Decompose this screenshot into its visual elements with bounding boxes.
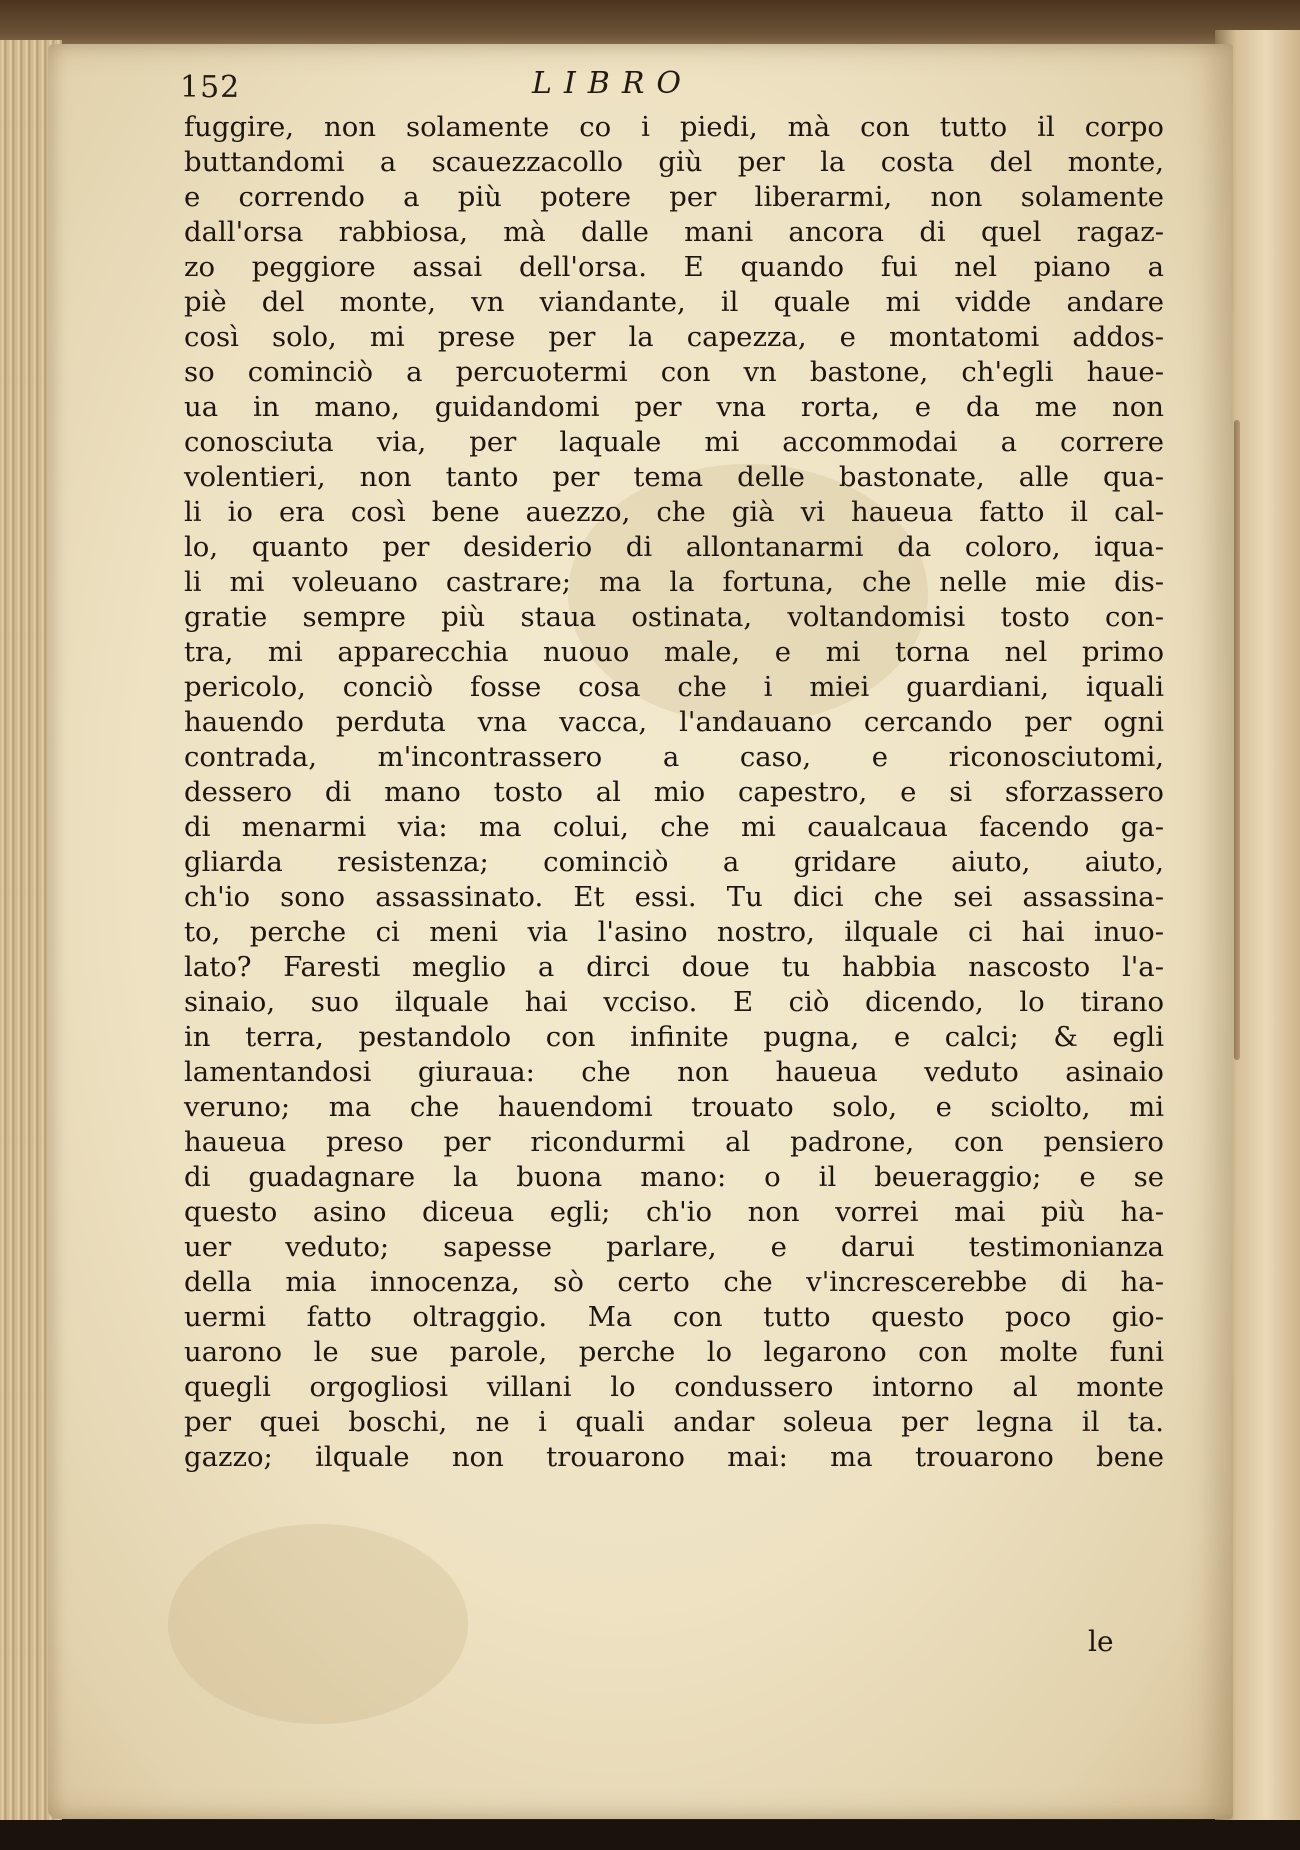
text-line: li mi voleuano castrare; ma la fortuna, che nelle mie dis- (184, 566, 1164, 598)
text-line: sinaio, suo ilquale hai vcciso. E ciò dicendo, lo tirano (184, 986, 1164, 1018)
text-line: tra, mi apparecchia nuouo male, e mi torna nel primo (184, 636, 1164, 668)
scan-bottom-border (0, 1820, 1300, 1850)
text-line: li io era così bene auezzo, che già vi haueua fatto il cal- (184, 496, 1164, 528)
text-line: veruno; ma che hauendomi trouato solo, e sciolto, mi (184, 1091, 1164, 1123)
text-line: ch'io sono assassinato. Et essi. Tu dici che sei assassina- (184, 881, 1164, 913)
text-line: dessero di mano tosto al mio capestro, e si sforzassero (184, 776, 1164, 808)
page-number: 152 (180, 70, 241, 105)
text-line: gazzo; ilquale non trouarono mai: ma trouarono bene (184, 1441, 1164, 1473)
text-line: di guadagnare la buona mano: o il beueraggio; e se (184, 1161, 1164, 1193)
text-line: gratie sempre più staua ostinata, voltandomisi tosto con- (184, 601, 1164, 633)
paper-stain (168, 1524, 468, 1724)
text-line: to, perche ci meni via l'asino nostro, ilquale ci hai inuo- (184, 916, 1164, 948)
text-line: contrada, m'incontrassero a caso, e riconosciutomi, (184, 741, 1164, 773)
text-line: dall'orsa rabbiosa, mà dalle mani ancora di quel ragaz- (184, 216, 1164, 248)
text-line: hauendo perduta vna vacca, l'andauano cercando per ogni (184, 706, 1164, 738)
body-text (184, 110, 1164, 1475)
text-line: quegli orgogliosi villani lo condussero intorno al monte (184, 1371, 1164, 1403)
text-line: lamentandosi giuraua: che non haueua veduto asinaio (184, 1056, 1164, 1088)
text-line: questo asino diceua egli; ch'io non vorrei mai più ha- (184, 1196, 1164, 1228)
book-top-edge (0, 0, 1300, 48)
text-line: uer veduto; sapesse parlare, e darui testimonianza (184, 1231, 1164, 1263)
text-line: in terra, pestandolo con infinite pugna, e calci; & egli (184, 1021, 1164, 1053)
text-line: fuggire, non solamente co i piedi, mà con tutto il corpo (184, 111, 1164, 143)
text-line: zo peggiore assai dell'orsa. E quando fui nel piano a (184, 251, 1164, 283)
text-line: di menarmi via: ma colui, che mi caualcaua facendo ga- (184, 811, 1164, 843)
text-line: e correndo a più potere per liberarmi, non solamente (184, 181, 1164, 213)
text-line: piè del monte, vn viandante, il quale mi vidde andare (184, 286, 1164, 318)
text-line: uarono le sue parole, perche lo legarono con molte funi (184, 1336, 1164, 1368)
text-line: so cominciò a percuotermi con vn bastone, ch'egli haue- (184, 356, 1164, 388)
binding-thread (1234, 420, 1240, 1060)
text-line: ua in mano, guidandomi per vna rorta, e da me non (184, 391, 1164, 423)
text-line: per quei boschi, ne i quali andar soleua per legna il ta. (184, 1406, 1164, 1438)
text-line: pericolo, conciò fosse cosa che i miei guardiani, iquali (184, 671, 1164, 703)
text-line: lato? Faresti meglio a dirci doue tu habbia nascosto l'a- (184, 951, 1164, 983)
running-head: LIBRO (532, 66, 694, 101)
text-line: haueua preso per ricondurmi al padrone, con pensiero (184, 1126, 1164, 1158)
page-header (180, 66, 880, 110)
text-line: gliarda resistenza; cominciò a gridare aiuto, aiuto, (184, 846, 1164, 878)
text-line: buttandomi a scauezzacollo giù per la costa del monte, (184, 146, 1164, 178)
text-line: della mia innocenza, sò certo che v'increscerebbe di ha- (184, 1266, 1164, 1298)
text-line: conosciuta via, per laquale mi accommodai a correre (184, 426, 1164, 458)
text-line: lo, quanto per desiderio di allontanarmi da coloro, iqua- (184, 531, 1164, 563)
text-line: volentieri, non tanto per tema delle bastonate, alle qua- (184, 461, 1164, 493)
text-line: così solo, mi prese per la capezza, e montatomi addos- (184, 321, 1164, 353)
catchword: le (1088, 1625, 1114, 1658)
text-line: uermi fatto oltraggio. Ma con tutto questo poco gio- (184, 1301, 1164, 1333)
